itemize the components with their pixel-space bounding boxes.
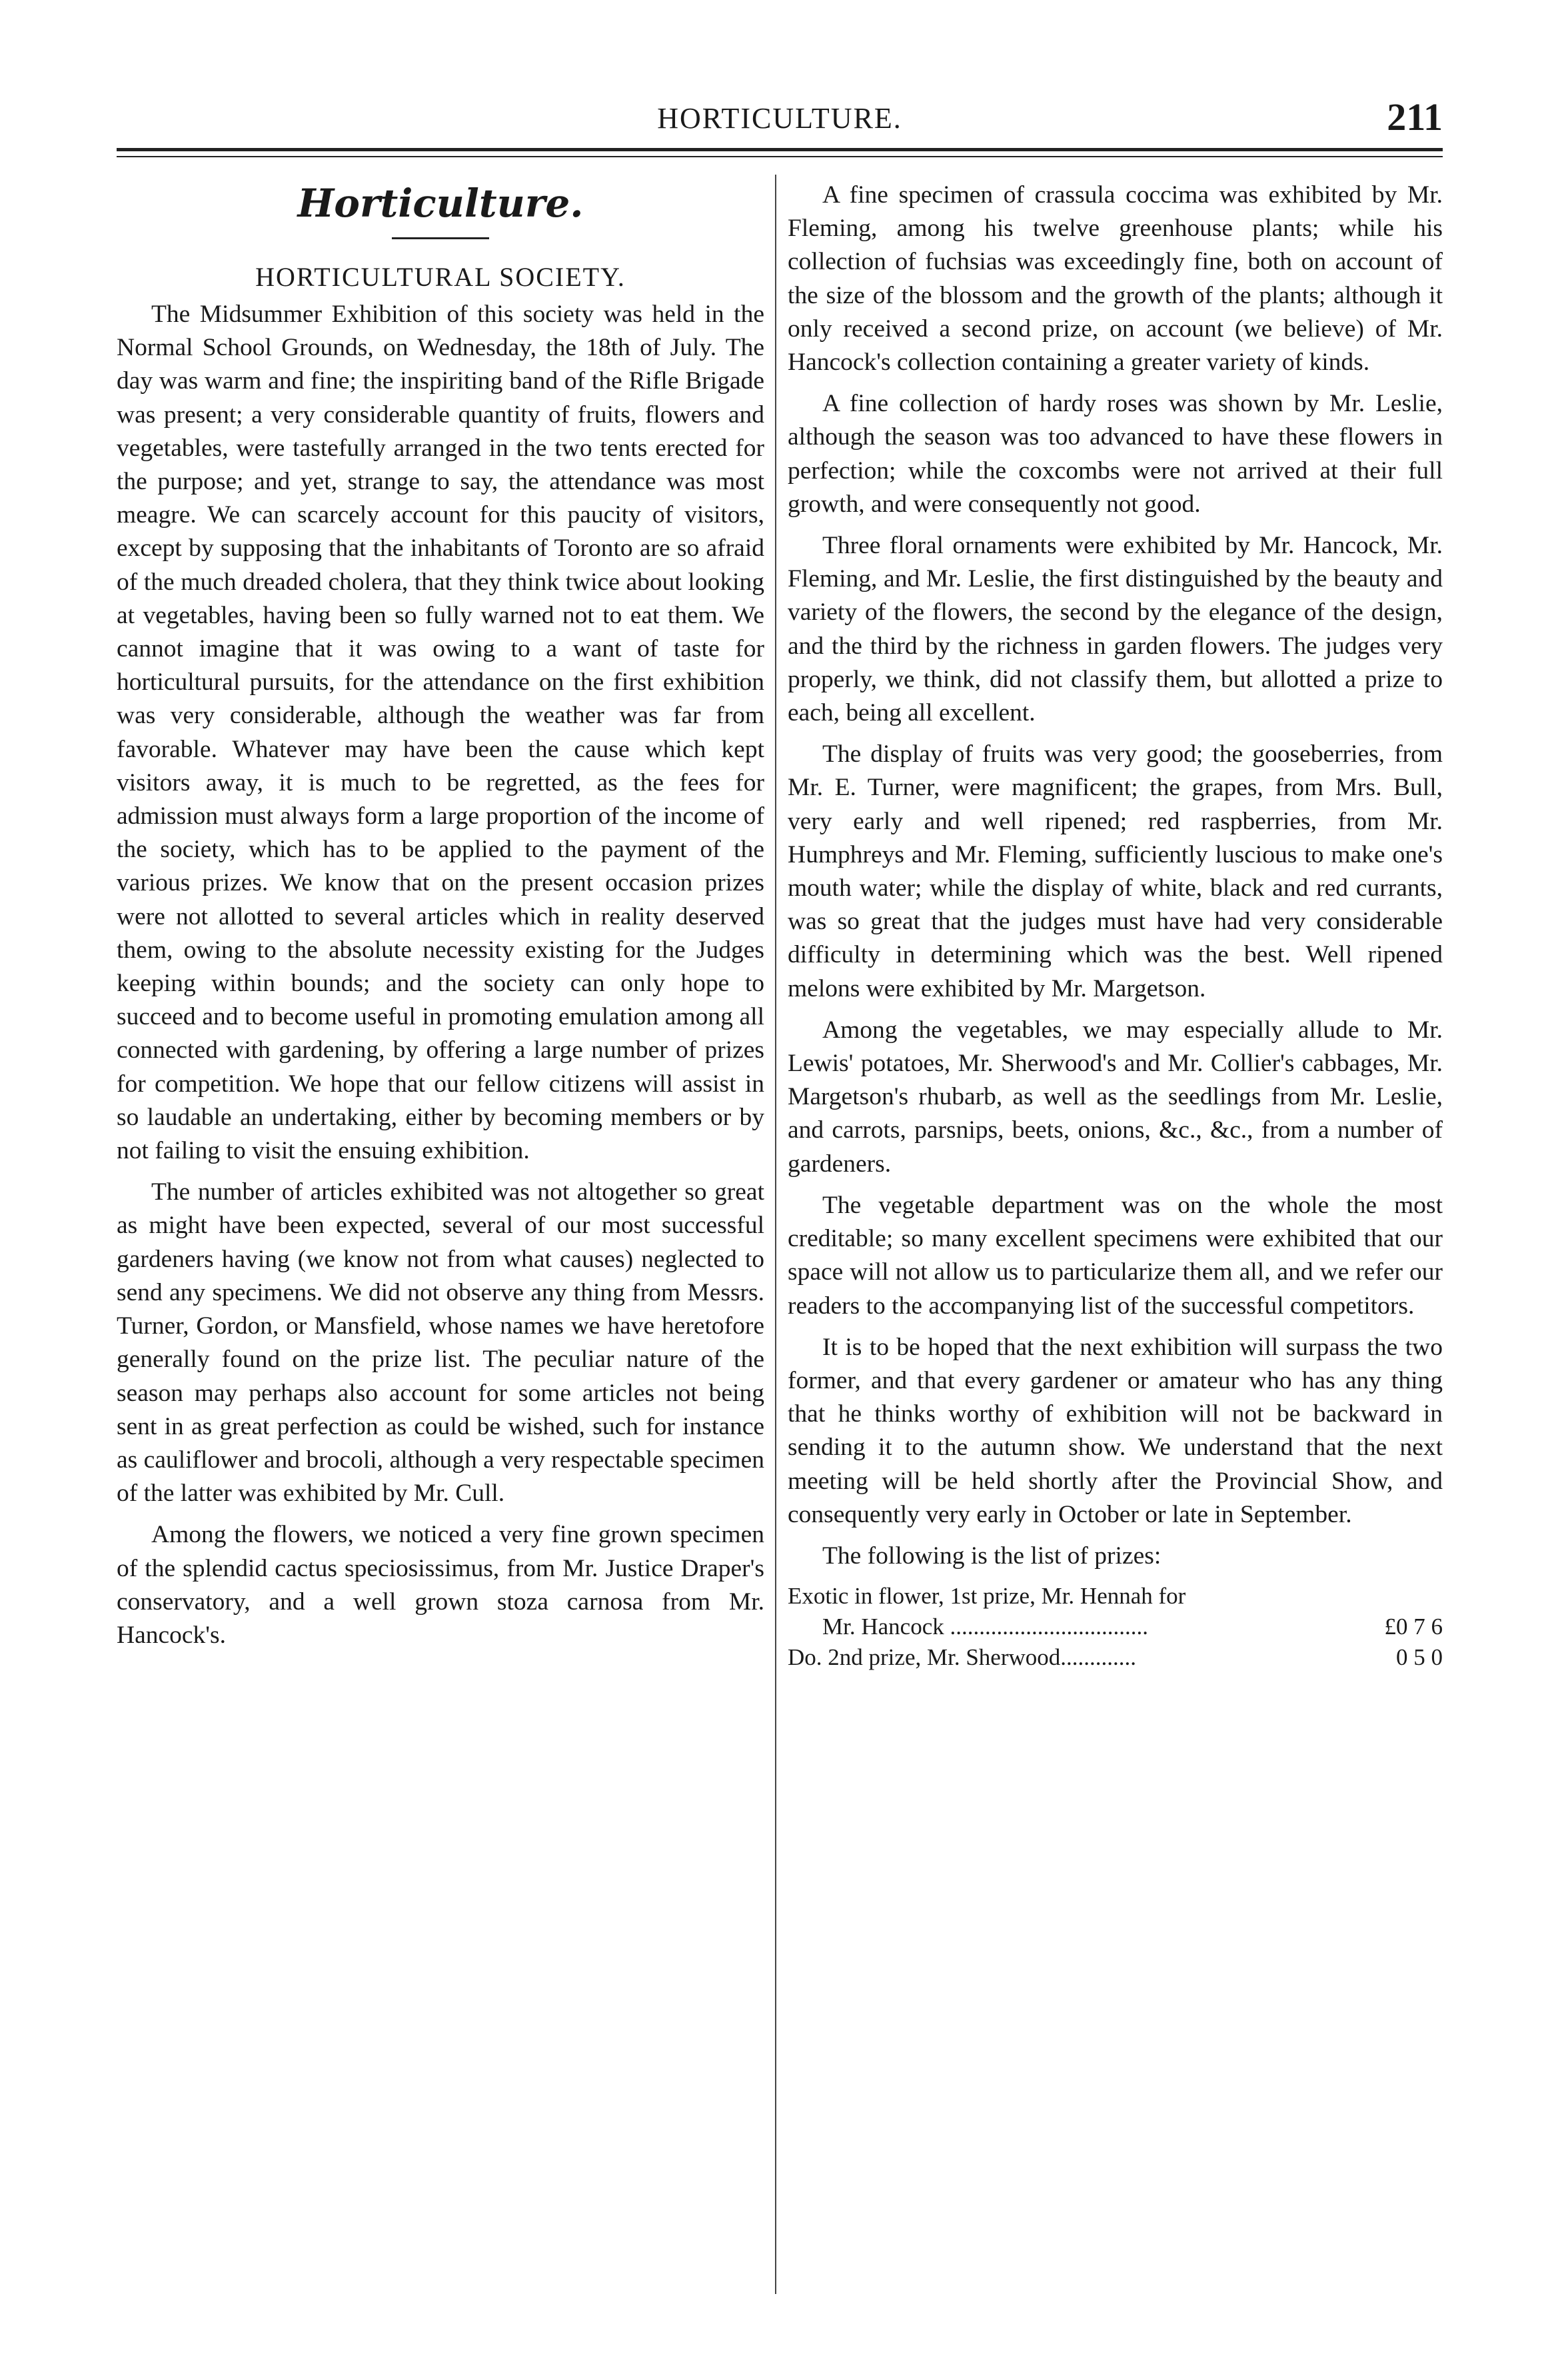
prize-recipient: Do. 2nd prize, Mr. Sherwood............. [788,1644,1137,1671]
paragraph: The number of articles exhibited was not altogether so great as might have been expected, several of our most successful gardeners having (we know not from what causes) neglected to send any specimens. We did not observe any thing from Messrs. Turner, Gordon, or Mansfield, whose names we have heretofore generally found on the prize list. The peculiar nature of the season may perhaps also account for some articles not being sent in as great perfection as could be wished, such for instance as cauliflower and brocoli, although a very respectable specimen of the latter was exhibited by Mr. Cull. [117,1178,764,1508]
prize-list [788,1581,1443,1673]
running-title: HORTICULTURE. [657,102,902,135]
header-rule-thin [117,156,1443,157]
paragraph: A fine specimen of crassula coccima was exhibited by Mr. Fleming, among his twelve greenhouse plants; while his collection of fuchsias was exceedingly fine, both on account of the size of the blossom and the growth of the plants; although it only received a second prize, on account (we believe) of Mr. Hancock's collection containing a greater variety of kinds. [788,181,1443,377]
running-header [117,95,1443,145]
article-subhead: HORTICULTURAL SOCIETY. [255,262,626,292]
prize-entry [788,1612,1443,1642]
paragraph: Among the vegetables, we may especially allude to Mr. Lewis' potatoes, Mr. Sherwood's and Mr. Collier's cabbages, Mr. Margetson's rhubarb, as well as the seedlings from Mr. Leslie, and carrots, parsnips, beets, onions, &c., &c., from a number of gardeners. [788,1016,1443,1178]
paragraph: The following is the list of prizes: [822,1542,1162,1570]
title-rule [392,237,489,239]
paragraph: It is to be hoped that the next exhibition will surpass the two former, and that every gardener or amateur who has any thing that he thinks worthy of exhibition will not be backward in sending it to the autumn show. We understand that the next meeting will be held shortly after the Provincial Show, and consequently very early in October or late in September. [788,1333,1443,1528]
section-title: Horticulture. [297,181,584,226]
paragraph: The display of fruits was very good; the gooseberries, from Mr. E. Turner, were magnificent; the grapes, from Mrs. Bull, very early and well ripened; red raspberries, from Mr. Humphreys and Mr. Fleming, sufficiently luscious to make one's mouth water; while the display of white, black and red currants, was so great that the judges must have had very considerable difficulty in determining which was the best. Well ripened melons were exhibited by Mr. Margetson. [788,740,1443,1002]
page-number: 211 [1387,95,1443,139]
paragraph: The Midsummer Exhibition of this society was held in the Normal School Grounds, on Wednesday, the 18th of July. The day was warm and fine; the inspiriting band of the Rifle Brigade was present; a very considerable quantity of fruits, flowers and vegetables, were tastefully arranged in the two tents erected for the purpose; and yet, strange to say, the attendance was most meagre. We can scarcely account for this paucity of visitors, except by supposing that the inhabitants of Toronto are so afraid of the much dreaded cholera, that they think twice about looking at vegetables, having been so fully warned not to eat them. We cannot imagine that it was owing to a want of taste for horticultural pursuits, for the attendance on the first exhibition was very considerable, although the weather was far from favorable. Whatever may have been the cause which kept visitors away, it is much to be regretted, as the fees for admission must always form a large proportion of the income of the society, which has to be applied to the payment of the various prizes. We know that on the present occasion prizes were not allotted to several articles which in reality deserved them, owing to the absolute necessity existing for the Judges keeping within bounds; and the society can only hope to succeed and to become useful in promoting emulation among all connected with gardening, by offering a large number of prizes for competition. We hope that our fellow citizens will assist in so laudable an undertaking, either by becoming members or by not failing to visit the ensuing exhibition. [117,301,764,1165]
paragraph: A fine collection of hardy roses was shown by Mr. Leslie, although the season was too advanced to have these flowers in perfection; while the coxcombs were not arrived at their full growth, and were consequently not good. [788,390,1443,518]
left-column [117,179,764,1660]
paragraph: Three floral ornaments were exhibited by Mr. Hancock, Mr. Fleming, and Mr. Leslie, the first distinguished by the beauty and variety of the flowers, the second by the elegance of the design, and the third by the richness in garden flowers. The judges very properly, we think, did not classify them, but allotted a prize to each, being all excellent. [788,532,1443,727]
paragraph: Among the flowers, we noticed a very fine grown specimen of the splendid cactus speciosissimus, from Mr. Justice Draper's conservatory, and a well grown stoza carnosa from Mr. Hancock's. [117,1521,764,1649]
prize-entry-heading: Exotic in flower, 1st prize, Mr. Hennah for [788,1583,1186,1610]
prize-entry [788,1642,1443,1673]
prize-recipient: Mr. Hancock .................................. [822,1614,1148,1640]
right-column [788,179,1443,1673]
prize-amount: 0 5 0 [1396,1644,1443,1671]
header-rule-thick [117,148,1443,151]
column-divider [775,175,776,2294]
prize-amount: £0 7 6 [1384,1614,1443,1640]
paragraph: The vegetable department was on the whole the most creditable; so many excellent specimens were exhibited that our space will not allow us to particularize them all, and we refer our readers to the accompanying list of the successful competitors. [788,1191,1443,1320]
